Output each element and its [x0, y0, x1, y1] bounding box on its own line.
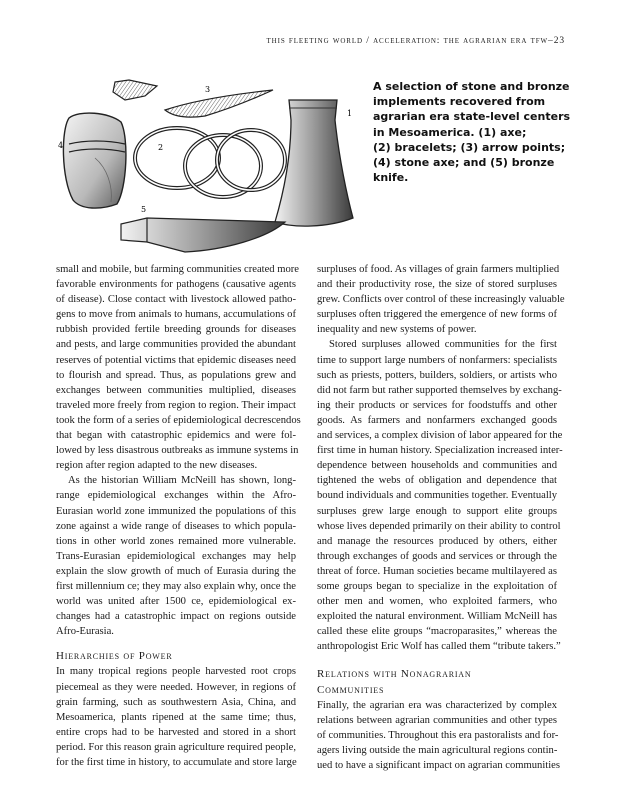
running-head: this fleeting world / acceleration: the agrarian era tfw–23 [266, 36, 565, 46]
left-paragraph-1: small and mobile, but farming communities created more favorable environments for pathogens (causative agents of disease). Close contact with livestock allowed patho- gens to move from animals to humans, accumulations of rubbish provided fertile breeding grounds for diseases and pests, and large communities provided the abundant reserves of potential victims that epidemic diseases need to flourish and spread. Thus, as populations grew and exchanges between communities multiplied, diseases traveled more freely from region to region. Their impact took the form of a series of epidemiological decrescendos that began with catastrophic epidemics and were fol- lowed by less disastrous outbreaks as immune systems in region after region adapted to the new diseases. [56, 264, 301, 472]
label-2: 2 [158, 143, 164, 152]
right-paragraph-3: Finally, the agrarian era was characterized by complex relations between agrarian communities and other types of communities. Throughout this era pastoralists and for- agers living outside the main agricultural regions contin- ued to have a significant impact on agrarian communities [317, 699, 560, 771]
right-column [317, 262, 565, 773]
figure-caption: A selection of stone and bronze implements recovered from agrarian era state-level centers in Mesoamerica. (1) axe; (2) bracelets; (3) arrow points; (4) stone axe; and (5) bronze knife. [373, 80, 571, 185]
right-paragraph-2: Stored surpluses allowed communities for the first time to support large numbers of nonfarmers: specialists such as priests, potters, builders, soldiers, or artists who did not farm but rather supported themselves by exchang- ing their products or services for foodstuffs and other goods. As farmers and nonfarmers exchanged goods and services, a complex division of labor appeared for the first time in human history. Specialization increased inter- dependence between households and communities and tightened the webs of obligation and dependence that bound individuals and communities together. Eventually surpluses grew large enough to support elite groups whose lives depended primarily on their ability to control and manage the resources produced by others, either through exchanges of goods and services or through the threat of force. Human societies became multilayered as some groups began to specialize in the exploitation of other men and women, who exploited farmers, who exploited the natural environment. William McNeill has called these elite groups “macroparasites,” whereas the anthropologist Eric Wolf has called them “tribute takers.” [317, 339, 563, 653]
bracelets [135, 128, 285, 197]
left-paragraph-3: In many tropical regions people harvested root crops piecemeal as they were needed. However, in regions of grain farming, such as southwestern Asia, China, and Mesoamerica, plants ripened at the same time; thus, entire crops had to be harvested and stored in a short period. For this reason grain agriculture required people, for the first time in history, to accumulate and store large [56, 666, 297, 768]
implements-illustration [55, 78, 355, 256]
bronze-knife [121, 218, 285, 252]
label-5: 5 [141, 205, 147, 214]
stone-axe [63, 113, 126, 208]
arrow-points [113, 80, 273, 117]
section-heading-hierarchies: Hierarchies of Power [56, 650, 173, 663]
label-1: 1 [347, 109, 353, 118]
label-3: 3 [205, 85, 211, 94]
left-paragraph-2: As the historian William McNeill has shown, long- range epidemiological exchanges within the Afro- Eurasian world zone immunized the populations of this zone against a wide range of diseases to which popula- tions in other world zones remained more vulnerable. Trans-Eurasian epidemiological exchanges may help explain the slow growth of much of Eurasia during the first millennium ce; they may also explain why, once the world was united after 1500 ce, epidemiological ex- changes had a catastrophic impact on regions outside Afro-Eurasia. [56, 475, 296, 638]
left-column [56, 262, 301, 770]
label-4: 4 [58, 141, 64, 150]
right-paragraph-1: surpluses of food. As villages of grain farmers multiplied and their productivity rose, the size of stored surpluses grew. Conflicts over control of these increasingly valuable surpluses often triggered the emergence of new forms of inequality and new systems of power. [317, 264, 565, 336]
section-heading-relations: Relations with Nonagrarian [317, 668, 472, 681]
section-heading-relations-cont: Communities [317, 683, 385, 696]
